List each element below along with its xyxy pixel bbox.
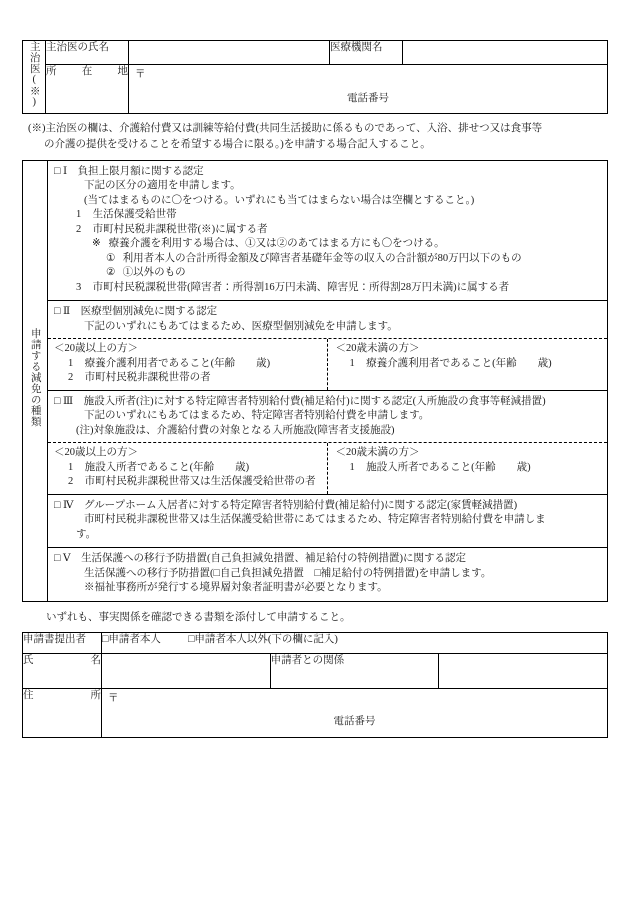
section-3-title-line [54, 395, 601, 409]
section-1-checkbox[interactable]: □ [54, 165, 61, 177]
section-5-numeral: Ⅴ [62, 553, 71, 565]
kind-sections-container [48, 160, 608, 601]
section-3 [48, 391, 607, 495]
section-4-title-line [54, 499, 601, 513]
applicant-address-field[interactable] [102, 689, 608, 738]
section-5-line-2: ※福祉事務所が発行する境界層対象者証明書が必要となります。 [84, 582, 388, 594]
section-3-over20-heading: ＜20歳以上の方＞ [54, 447, 138, 459]
section-4-checkbox[interactable]: □ [54, 499, 61, 511]
submitter-options [102, 633, 608, 654]
section-1-line-2: (当てはまるものに〇をつける。いずれにも当てはまらない場合は空欄とすること。) [84, 194, 475, 206]
section-2-title-line [54, 305, 601, 319]
section-1-line-1: 下記の区分の適用を申請します。 [84, 180, 241, 192]
postal-mark: 〒 [135, 69, 146, 81]
section-1-title: 負担上限月額に関する認定 [77, 165, 204, 177]
section-1-item-3[interactable]: 3 市町村民税課税世帯(障害者：所得割16万円未満、障害児：所得割28万円未満)に属する者 [76, 281, 510, 293]
section-1-numeral: Ⅰ [62, 165, 68, 177]
doctor-institution-label: 医療機関名 [330, 41, 403, 65]
section-1-item-2[interactable]: 2 市町村民税非課税世帯(※)に属する者 [76, 223, 268, 235]
section-2-line-1: 下記のいずれにもあてはまるため、医療型個別減免を申請します。 [84, 320, 398, 332]
kind-vertical-label-text: 申請する減免の種類 [29, 328, 41, 428]
section-5-title: 生活保護への移行予防措置(自己負担減免措置、補足給付の特例措置)に関する認定 [81, 553, 467, 565]
section-1-title-line [54, 165, 601, 179]
exemption-kind-table [22, 160, 608, 602]
doctor-name-field[interactable] [129, 41, 330, 65]
section-1-sub-note: ※ 療養介護を利用する場合は、①又は②のあてはまる方にも〇をつける。 [92, 238, 445, 250]
form-page [22, 40, 608, 738]
section-4-numeral: Ⅳ [62, 499, 74, 511]
section-3-under20-heading: ＜20歳未満の方＞ [335, 447, 420, 459]
section-2-age-split [48, 339, 607, 389]
applicant-relation-label: 申請者との関係 [270, 654, 439, 689]
applicant-table [22, 632, 608, 738]
section-3-title: 施設入所者(注)に対する特定障害者特別給付費(補足給付)に関する認定(入所施設の食事等軽減措置) [83, 395, 546, 407]
submitter-option-self[interactable]: □申請者本人 [102, 634, 161, 645]
section-3-line-2: (注)対象施設は、介護給付費の対象となる入所施設(障害者支援施設) [76, 424, 395, 436]
section-2-checkbox[interactable]: □ [54, 306, 61, 318]
section-2-title: 医療型個別減免に関する認定 [80, 306, 218, 318]
section-2-over20 [48, 339, 328, 389]
section-2-numeral: Ⅱ [62, 306, 71, 318]
section-5 [48, 548, 607, 600]
section-1 [48, 161, 607, 301]
section-2-under20-heading: ＜20歳未満の方＞ [335, 343, 420, 355]
attachment-note: いずれも、事実関係を確認できる書類を添付して申請すること。 [46, 611, 351, 623]
doctor-tel-label: 電話番号 [347, 92, 389, 104]
applicant-tel-label: 電話番号 [333, 716, 376, 728]
doctor-name-label: 主治医の氏名 [46, 41, 129, 65]
section-3-head [48, 391, 607, 443]
doctor-address-label: 所 在 地 [46, 65, 129, 114]
section-3-over20-item-1[interactable]: 1 施設入所者であること(年齢 歳) [68, 461, 250, 473]
section-5-title-line [54, 552, 601, 566]
kind-vertical-label [23, 160, 48, 601]
section-3-under20 [328, 443, 608, 493]
section-1-subitem-1[interactable]: ① 利用者本人の合計所得金額及び障害者基礎年金等の収入の合計額が80万円以下のもの [106, 252, 522, 264]
section-2-under20-item-1[interactable]: 1 療養介護利用者であること(年齢 歳) [349, 357, 552, 369]
doctor-note-line1: (※)主治医の欄は、介護給付費又は訓練等給付費(共同生活援助に係るものであって、入浴、排せつ又は食事等 [28, 123, 543, 135]
doctor-note-line2: の介護の提供を受けることを希望する場合に限る。)を申請する場合記入すること。 [44, 138, 431, 150]
doctor-institution-field[interactable] [403, 41, 608, 65]
doctor-table [22, 40, 608, 114]
section-3-age-split [48, 443, 607, 493]
section-4-line-2: す。 [76, 528, 97, 540]
section-2-over20-heading: ＜20歳以上の方＞ [54, 343, 138, 355]
submitter-label: 申請書提出者 [23, 633, 102, 654]
section-3-over20 [48, 443, 328, 493]
section-5-checkbox[interactable]: □ [54, 553, 61, 565]
section-4-line-1: 市町村民税非課税世帯又は生活保護受給世帯にあてはまるため、特定障害者特別給付費を申請しま [84, 514, 546, 526]
section-3-line-1: 下記のいずれにもあてはまるため、特定障害者特別給付費を申請します。 [84, 410, 430, 422]
section-4-title: グループホーム入居者に対する特定障害者特別給付費(補足給付)に関する認定(家賃軽減措置) [83, 499, 518, 511]
section-1-subitem-2[interactable]: ② ①以外のもの [106, 267, 186, 279]
applicant-name-label: 氏 名 [23, 654, 102, 689]
section-3-under20-item-1[interactable]: 1 施設入所者であること(年齢 歳) [349, 461, 531, 473]
section-2-over20-item-1[interactable]: 1 療養介護利用者であること(年齢 歳) [68, 357, 271, 369]
doctor-address-field[interactable] [129, 65, 608, 114]
section-3-over20-item-2[interactable]: 2 市町村民税非課税世帯又は生活保護受給世帯の者 [68, 476, 316, 488]
section-2 [48, 301, 607, 390]
doctor-vertical-label [23, 41, 46, 114]
applicant-postal-mark: 〒 [108, 693, 119, 704]
doctor-note [22, 121, 608, 151]
submitter-option-other[interactable]: □申請者本人以外(下の欄に記入) [188, 634, 338, 645]
section-1-item-1[interactable]: 1 生活保護受給世帯 [76, 209, 177, 221]
section-5-line-1[interactable]: 生活保護への移行予防措置(□自己負担減免措置 □補足給付の特例措置)を申請します。 [84, 567, 492, 579]
section-2-over20-item-2[interactable]: 2 市町村民税非課税世帯の者 [68, 372, 211, 384]
section-3-numeral: Ⅲ [62, 395, 74, 407]
applicant-address-label: 住 所 [23, 689, 102, 738]
applicant-relation-field[interactable] [439, 654, 608, 689]
applicant-name-field[interactable] [102, 654, 271, 689]
section-2-under20 [328, 339, 608, 389]
section-4 [48, 495, 607, 548]
section-2-head [48, 301, 607, 339]
section-3-checkbox[interactable]: □ [54, 395, 61, 407]
doctor-vertical-label-text: 主治医(※) [28, 41, 40, 108]
